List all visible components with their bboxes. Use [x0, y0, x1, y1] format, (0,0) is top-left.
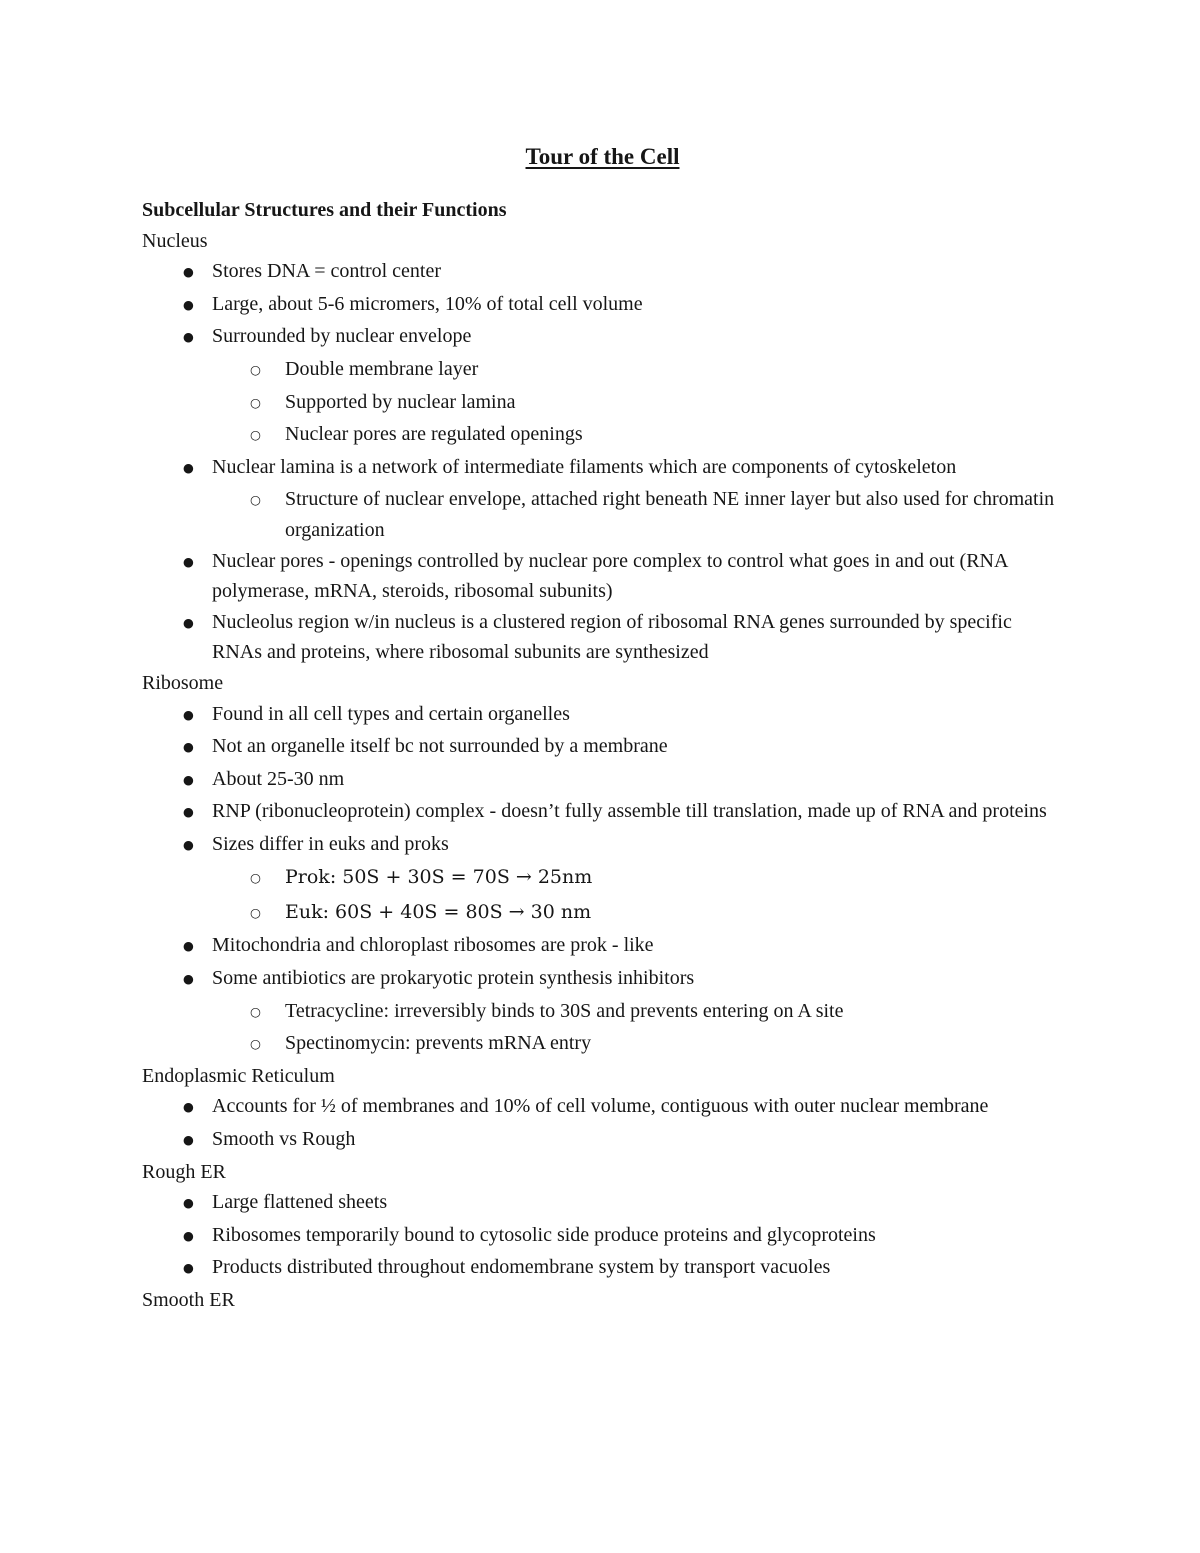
bullet-text: Spectinomycin: prevents mRNA entry: [285, 1032, 592, 1055]
bullet-item: [142, 607, 1063, 668]
hollow-circle-bullet-icon: ○: [250, 394, 261, 410]
bullet-text: Large, about 5-6 micromers, 10% of total cell volume: [212, 292, 643, 315]
filled-bullet-icon: ●: [183, 836, 194, 852]
organelle-heading: Ribosome: [142, 671, 224, 694]
bullet-marker-column: [183, 256, 212, 289]
bullet-marker-column: [250, 419, 285, 452]
sub-bullet-item: [142, 354, 1063, 387]
filled-bullet-icon: ●: [183, 1260, 194, 1276]
bullet-text: Accounts for ½ of membranes and 10% of cell volume, contiguous with outer nuclear membrane: [212, 1095, 989, 1118]
bullet-marker-column: [183, 321, 212, 354]
bullet-item: [142, 321, 1063, 354]
bullet-text: Products distributed throughout endomembrane system by transport vacuoles: [212, 1256, 831, 1279]
bullet-item: [142, 829, 1063, 862]
filled-bullet-icon: ●: [183, 1099, 194, 1115]
bullet-marker-column: [183, 1220, 212, 1253]
bullet-item: [142, 289, 1063, 322]
bullet-item: [142, 256, 1063, 289]
bullet-marker-column: [183, 930, 212, 963]
bullet-marker-column: [250, 484, 285, 517]
bullet-text: Nuclear pores - openings controlled by nuclear pore complex to control what goes in and out (RNA polymerase, mRNA, steroids, ribosomal subunits): [212, 549, 1008, 603]
bullet-text: Euk: 60S + 40S = 80S → 30 nm: [285, 900, 592, 923]
sub-bullet-item: [142, 419, 1063, 452]
bullet-text: Sizes differ in euks and proks: [212, 832, 449, 855]
bullet-marker-column: [183, 963, 212, 996]
organelle-heading: Rough ER: [142, 1160, 226, 1183]
bullet-marker-column: [183, 1091, 212, 1124]
bullet-text: Large flattened sheets: [212, 1191, 388, 1214]
bullet-marker-column: [250, 896, 285, 931]
bullet-item: [142, 1220, 1063, 1253]
filled-bullet-icon: ●: [183, 614, 194, 630]
filled-bullet-icon: ●: [183, 938, 194, 954]
filled-bullet-icon: ●: [183, 553, 194, 569]
filled-bullet-icon: ●: [183, 804, 194, 820]
bullet-marker-column: [183, 289, 212, 322]
organelle-heading: Endoplasmic Reticulum: [142, 1064, 335, 1087]
bullet-item: [142, 1187, 1063, 1220]
filled-bullet-icon: ●: [183, 971, 194, 987]
bullet-marker-column: [183, 1252, 212, 1285]
bullet-text: Nuclear pores are regulated openings: [285, 423, 583, 446]
filled-bullet-icon: ●: [183, 1132, 194, 1148]
bullet-marker-column: [250, 996, 285, 1029]
bullet-marker-column: [183, 452, 212, 485]
bullet-marker-column: [183, 796, 212, 829]
bullet-text: About 25-30 nm: [212, 767, 345, 790]
bullet-text: Tetracycline: irreversibly binds to 30S and prevents entering on A site: [285, 999, 844, 1022]
bullet-marker-column: [183, 764, 212, 797]
sub-bullet-item: [142, 387, 1063, 420]
filled-bullet-icon: ●: [183, 739, 194, 755]
bullet-marker-column: [183, 1187, 212, 1220]
filled-bullet-icon: ●: [183, 771, 194, 787]
hollow-circle-bullet-icon: ○: [250, 904, 261, 920]
bullet-item: [142, 796, 1063, 829]
bullet-item: [142, 764, 1063, 797]
bullet-marker-column: [183, 731, 212, 764]
bullet-item: [142, 546, 1063, 607]
document-body: [142, 195, 1063, 1316]
bullet-item: [142, 1091, 1063, 1124]
filled-bullet-icon: ●: [183, 264, 194, 280]
bullet-marker-column: [183, 607, 212, 640]
bullet-text: Supported by nuclear lamina: [285, 390, 516, 413]
filled-bullet-icon: ●: [183, 459, 194, 475]
sub-bullet-item: [142, 896, 1063, 931]
bullet-item: [142, 1252, 1063, 1285]
bullet-text: Nuclear lamina is a network of intermediate filaments which are components of cytoskeleton: [212, 455, 957, 478]
bullet-marker-column: [183, 699, 212, 732]
bullet-marker-column: [250, 387, 285, 420]
bullet-item: [142, 963, 1063, 996]
bullet-item: [142, 1124, 1063, 1157]
hollow-circle-bullet-icon: ○: [250, 1003, 261, 1019]
filled-bullet-icon: ●: [183, 1227, 194, 1243]
bullet-text: Prok: 50S + 30S = 70S → 25nm: [285, 866, 593, 889]
bullet-marker-column: [183, 1124, 212, 1157]
sub-bullet-item: [142, 861, 1063, 896]
bullet-text: Found in all cell types and certain organelles: [212, 702, 570, 725]
hollow-circle-bullet-icon: ○: [250, 492, 261, 508]
bullet-text: Structure of nuclear envelope, attached right beneath NE inner layer but also used for chromatin organization: [285, 488, 1055, 541]
bullet-text: Mitochondria and chloroplast ribosomes are prok - like: [212, 934, 654, 957]
bullet-text: Some antibiotics are prokaryotic protein synthesis inhibitors: [212, 967, 695, 990]
sub-bullet-item: [142, 996, 1063, 1029]
document-title-text: Tour of the Cell: [525, 144, 680, 169]
bullet-marker-column: [183, 829, 212, 862]
bullet-text: Ribosomes temporarily bound to cytosolic side produce proteins and glycoproteins: [212, 1223, 876, 1246]
bullet-item: [142, 930, 1063, 963]
bullet-text: Nucleolus region w/in nucleus is a clustered region of ribosomal RNA genes surrounded by specific RNAs and proteins, where ribosomal subunits are synthesized: [212, 610, 1012, 664]
bullet-text: RNP (ribonucleoprotein) complex - doesn’t fully assemble till translation, made up of RNA and proteins: [212, 800, 1047, 823]
bullet-text: Stores DNA = control center: [212, 260, 442, 283]
bullet-item: [142, 452, 1063, 485]
section-heading: Subcellular Structures and their Functions: [142, 199, 507, 221]
filled-bullet-icon: ●: [183, 296, 194, 312]
filled-bullet-icon: ●: [183, 1195, 194, 1211]
sub-bullet-item: [142, 484, 1063, 545]
hollow-circle-bullet-icon: ○: [250, 870, 261, 886]
bullet-text: Double membrane layer: [285, 357, 479, 380]
bullet-marker-column: [250, 861, 285, 896]
bullet-item: [142, 731, 1063, 764]
hollow-circle-bullet-icon: ○: [250, 361, 261, 377]
organelle-heading: Nucleus: [142, 229, 208, 252]
bullet-marker-column: [250, 354, 285, 387]
filled-bullet-icon: ●: [183, 706, 194, 722]
organelle-heading: Smooth ER: [142, 1289, 235, 1311]
hollow-circle-bullet-icon: ○: [250, 427, 261, 443]
filled-bullet-icon: ●: [183, 329, 194, 345]
hollow-circle-bullet-icon: ○: [250, 1036, 261, 1052]
bullet-text: Smooth vs Rough: [212, 1128, 356, 1151]
document-title: [142, 141, 1063, 174]
bullet-text: Surrounded by nuclear envelope: [212, 325, 472, 348]
bullet-item: [142, 699, 1063, 732]
bullet-text: Not an organelle itself bc not surrounded by a membrane: [212, 735, 668, 758]
bullet-marker-column: [250, 1028, 285, 1061]
bullet-marker-column: [183, 546, 212, 579]
sub-bullet-item: [142, 1028, 1063, 1061]
